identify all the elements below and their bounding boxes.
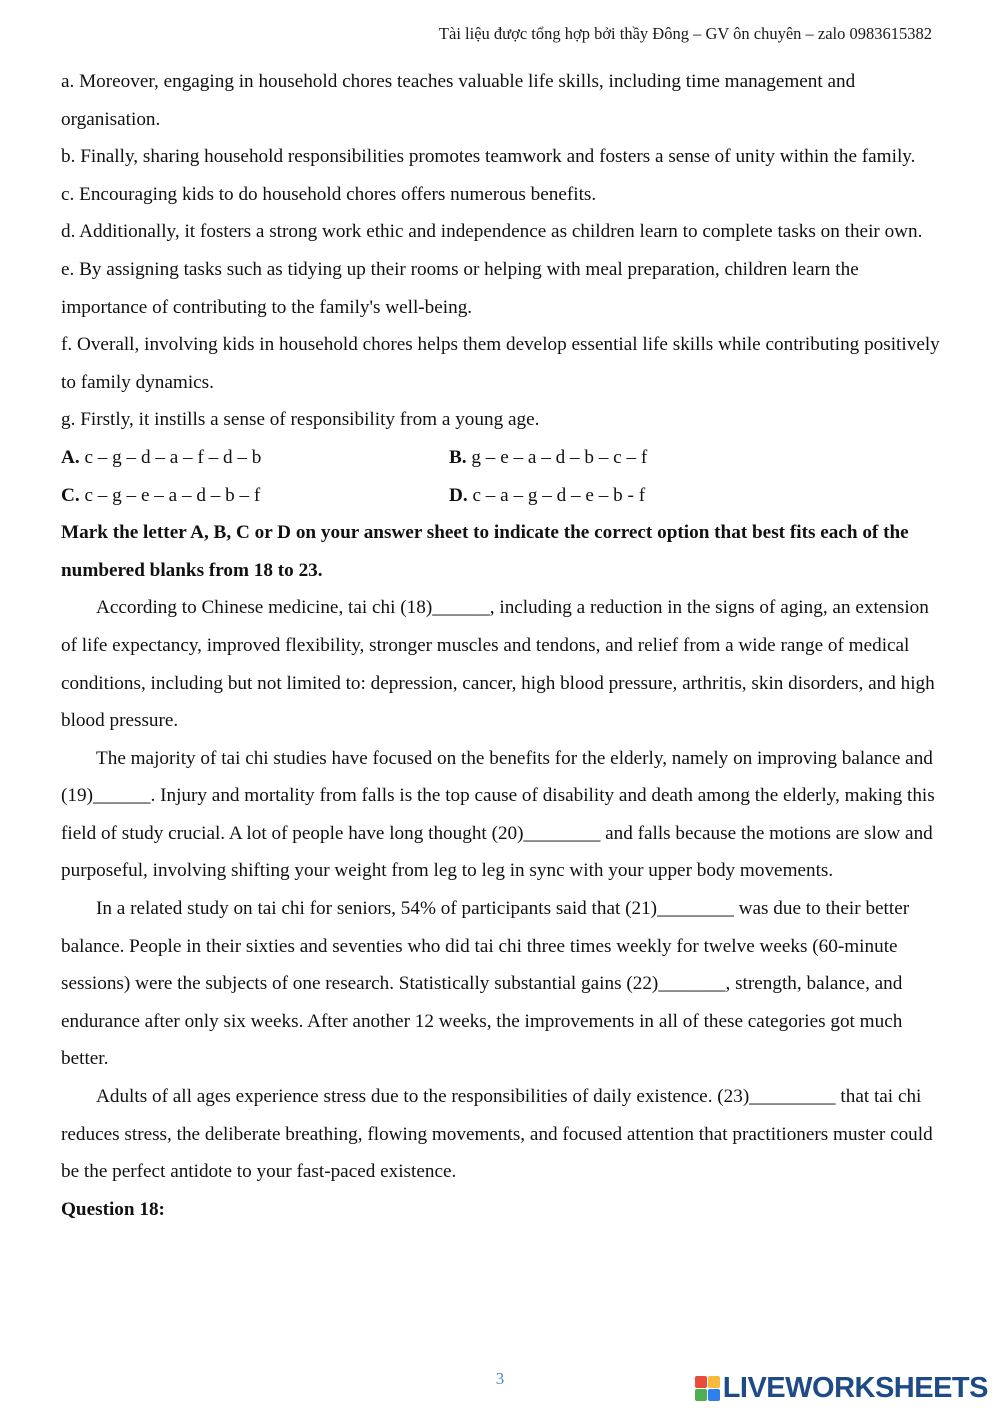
option-c-letter: C. xyxy=(61,484,80,506)
passage-paragraph-3: In a related study on tai chi for seniors, 54% of participants said that (21)________ was due to their better balance. People in their sixties and seventies who did tai chi three times weekly for twelve weeks (60-minute sessions) were the subjects of one research. Statistically substantial gains (22)_______, strength, balance, and endurance after only six weeks. After another 12 weeks, the improvements in all of these categories got much better. xyxy=(61,898,910,1070)
option-b-text: g – e – a – d – b – c – f xyxy=(466,446,648,468)
logo-mark-icon xyxy=(695,1376,720,1401)
sentence-e: e. By assigning tasks such as tidying up their rooms or helping with meal preparation, children learn the importance of contributing to the family's well-being. xyxy=(61,258,859,318)
option-d-text: c – a – g – d – e – b - f xyxy=(467,484,646,506)
liveworksheets-logo xyxy=(695,1372,988,1405)
logo-text: LIVEWORKSHEETS xyxy=(722,1372,988,1404)
option-d-letter: D. xyxy=(449,484,468,506)
sentence-g: g. Firstly, it instills a sense of responsibility from a young age. xyxy=(61,409,540,431)
sentence-c: c. Encouraging kids to do household chores offers numerous benefits. xyxy=(61,183,597,205)
passage-paragraph-1: According to Chinese medicine, tai chi (18)______, including a reduction in the signs of aging, an extension of life expectancy, improved flexibility, stronger muscles and tendons, and relief from a wide range of medical conditions, including but not limited to: depression, cancer, high blood pressure, arthritis, skin disorders, and high blood pressure. xyxy=(61,597,935,732)
logo-square-icon xyxy=(695,1376,707,1388)
document-body xyxy=(61,63,941,1228)
page-number: 3 xyxy=(495,1369,505,1388)
logo-square-icon xyxy=(708,1376,720,1388)
option-c-text: c – g – e – a – d – b – f xyxy=(79,484,261,506)
instruction: Mark the letter A, B, C or D on your answer sheet to indicate the correct option that best fits each of the numbered blanks from 18 to 23. xyxy=(61,522,909,581)
option-a xyxy=(61,439,449,477)
sentence-f: f. Overall, involving kids in household chores helps them develop essential life skills while contributing positively to family dynamics. xyxy=(61,334,940,393)
passage-paragraph-2: The majority of tai chi studies have focused on the benefits for the elderly, namely on improving balance and (19)______. Injury and mortality from falls is the top cause of disability and death among the elderly, making this field of study crucial. A lot of people have long thought (20)________ and falls because the motions are slow and purposeful, involving shifting your weight from leg to leg in sync with your upper body movements. xyxy=(61,747,935,882)
option-a-text: c – g – d – a – f – d – b xyxy=(79,446,262,468)
sentence-b: b. Finally, sharing household responsibilities promotes teamwork and fosters a sense of unity within the family. xyxy=(61,146,916,168)
option-d xyxy=(449,477,645,515)
logo-square-icon xyxy=(695,1389,707,1401)
options-row-2 xyxy=(61,477,941,515)
options-row-1 xyxy=(61,439,941,477)
option-b xyxy=(449,439,647,477)
option-a-letter: A. xyxy=(61,446,80,468)
page-header: Tài liệu được tổng hợp bởi thầy Đông – GV ôn chuyên – zalo 0983615382 xyxy=(438,24,932,43)
question-label: Question 18: xyxy=(61,1198,165,1220)
sentence-d: d. Additionally, it fosters a strong work ethic and independence as children learn to complete tasks on their own. xyxy=(61,221,923,243)
option-c xyxy=(61,477,449,515)
passage-paragraph-4: Adults of all ages experience stress due to the responsibilities of daily existence. (23)_________ that tai chi reduces stress, the deliberate breathing, flowing movements, and focused attention that practitioners muster could be the perfect antidote to your fast-paced existence. xyxy=(61,1086,933,1183)
sentence-a: a. Moreover, engaging in household chores teaches valuable life skills, including time management and organisation. xyxy=(61,71,856,130)
option-b-letter: B. xyxy=(449,446,467,468)
logo-square-icon xyxy=(708,1389,720,1401)
